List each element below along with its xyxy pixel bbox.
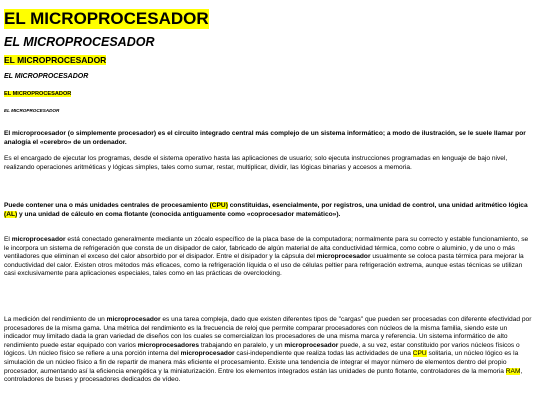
text-span: solitaria, un núcleo lógico es la simulación de un núcleo físico a fin de repartir de manera más eficiente el procesamiento. Existe una tendencia de integrar el mayor número de elementos dentro del propio procesador, aumentando así la eficiencia energética y la miniaturización. Entre los elementos integrados están las unidades de punto flotante, controladores de la memoria xyxy=(4,350,519,375)
text-span: puede, a su vez, estar constituido por varios núcleos físicos o lógicos. Un núcleo físico se refiere a una porción interna del xyxy=(4,341,520,358)
heading-6: EL MICROPROCESADOR xyxy=(4,108,60,113)
paragraph-cooling xyxy=(4,236,534,279)
text-span: y una unidad de cálculo en coma flotante (conocida antiguamente como «coprocesador matemático»). xyxy=(17,210,341,218)
text-span: es una tarea compleja, dado que existen diferentes tipos de "cargas" que pueden ser procesadas con diferente efectividad por procesadores de la misma gama. Una métrica del rendimiento es la frecuencia de reloj que permite comparar procesadores con núcleos de la misma familia, siendo este un indicador muy limitado dada la gran variedad de diseños con los cuales se comercializan los procesadores de una misma marca y referencia. Un sistema informático de alto rendimiento puede estar equipado con varios xyxy=(4,316,532,349)
highlight-al: (AL) xyxy=(4,210,18,218)
paragraph-intro: El microprocesador (o simplemente procesador) es el circuito integrado central más complejo de un sistema informático; a modo de ilustración, se le suele llamar por analogía el «cerebro» de un ordenador. xyxy=(4,130,526,146)
paragraph-function: Es el encargado de ejecutar los programas, desde el sistema operativo hasta las aplicaciones de usuario; solo ejecuta instrucciones programadas en lenguaje de bajo nivel, realizando operaciones aritméticas y lógicas simples, tales como sumar, restar, multiplicar, dividir, las lógicas binarias y accesos a memoria. xyxy=(4,155,508,171)
keyword-microprocesador: microprocesador xyxy=(11,236,66,243)
keyword-microprocesador: microprocesador xyxy=(180,350,235,358)
text-span: Puede contener una o más unidades centrales de procesamiento xyxy=(4,202,210,209)
keyword-microprocesador: microprocesador xyxy=(106,316,161,323)
highlight-cpu: (CPU) xyxy=(209,202,228,209)
text-span: casi-independiente que realiza todas las actividades de una xyxy=(234,350,413,358)
heading-5: EL MICROPROCESADOR xyxy=(4,91,72,97)
text-span: usualmente se coloca pasta térmica para mejorar la conductividad del calor. Existen otros métodos más eficaces, como la refrigeración líquida o el uso de células peltier para refrigeración extrema, aunque estas técnicas se utilizan casi exclusivamente para aplicaciones especiales, tales como en las prácticas de overclocking. xyxy=(4,253,524,278)
heading-2: EL MICROPROCESADOR xyxy=(4,35,155,49)
text-span: trabajando en paralelo, y un xyxy=(199,341,285,349)
paragraph-components xyxy=(4,202,534,219)
text-span: , controladores de buses y procesadores dedicados de vídeo. xyxy=(4,367,523,384)
text-span: El xyxy=(4,236,12,243)
paragraph-performance xyxy=(4,316,534,385)
heading-3: EL MICROPROCESADOR xyxy=(4,55,107,65)
text-span: constituidas, esencialmente, por registros, una unidad de control, una unidad aritmético lógica xyxy=(227,202,528,209)
keyword-microprocesadores: microprocesadores xyxy=(137,341,199,349)
keyword-microprocesador: microprocesador xyxy=(284,341,339,349)
text-span: está conectado generalmente mediante un zócalo específico de la placa base de la computadora; normalmente para su correcto y estable funcionamiento, se le incorpora un sistema de refrigeración que consta de un disipador de calor, fabricado de algún material de alta conductividad térmica, como cobre o aluminio, y de uno o más ventiladores que eliminan el exceso del calor absorbido por el disipador. Entre el disipador y la cápsula del xyxy=(4,236,529,261)
highlight-ram: RAM xyxy=(505,367,521,375)
heading-4: EL MICROPROCESADOR xyxy=(4,73,89,80)
heading-1: EL MICROPROCESADOR xyxy=(4,9,209,28)
keyword-microprocesador: microprocesador xyxy=(316,253,371,261)
highlight-cpu: CPU xyxy=(412,350,427,358)
text-span: La medición del rendimiento de un xyxy=(4,316,107,323)
